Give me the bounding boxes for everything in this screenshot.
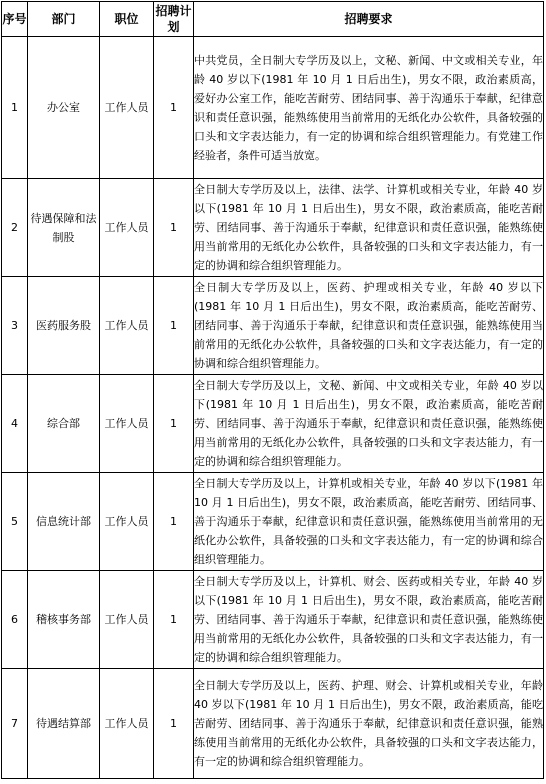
- table-row: [2, 179, 544, 277]
- row-no: 1: [2, 37, 28, 179]
- row-position: 工作人员: [100, 37, 154, 179]
- row-requirements: 全日制大专学历及以上，计算机、财会、医药或相关专业，年龄 40 岁以下(1981 年 10 月 1 日后出生)，男女不限，政治素质高，能吃苦耐劳、团结同事、善于沟通乐于奉献，纪律意识和责任意识强，能熟练使用当前常用的无纸化办公软件，具备较强的口头和文字表达能力，有一定的协调和综合组织管理能力。: [194, 571, 544, 669]
- row-dept: 综合部: [28, 375, 100, 473]
- row-no: 7: [2, 669, 28, 779]
- row-position: 工作人员: [100, 375, 154, 473]
- row-dept: 办公室: [28, 37, 100, 179]
- row-dept: 待遇结算部: [28, 669, 100, 779]
- row-requirements: 全日制大专学历及以上，法律、法学、计算机或相关专业，年龄 40 岁以下(1981 年 10 月 1 日后出生)，男女不限，政治素质高，能吃苦耐劳、团结同事、善于沟通乐于奉献，纪律意识和责任意识强，能熟练使用当前常用的无纸化办公软件，具备较强的口头和文字表达能力，有一定的协调和综合组织管理能力。: [194, 179, 544, 277]
- header-count: 招聘计划: [154, 2, 194, 37]
- row-count: 1: [154, 179, 194, 277]
- row-count: 1: [154, 669, 194, 779]
- row-requirements: 全日制大专学历及以上，医药、护理或相关专业，年龄 40 岁以下(1981 年 10 月 1 日后出生)，男女不限，政治素质高，能吃苦耐劳、团结同事、善于沟通乐于奉献，纪律意识和责任意识强，能熟练使用当前常用的无纸化办公软件，具备较强的口头和文字表达能力，有一定的协调和综合组织管理能力。: [194, 277, 544, 375]
- header-no: 序号: [2, 2, 28, 37]
- row-dept: 稽核事务部: [28, 571, 100, 669]
- row-no: 5: [2, 473, 28, 571]
- row-count: 1: [154, 571, 194, 669]
- row-dept: 信息统计部: [28, 473, 100, 571]
- row-dept: 待遇保障和法制股: [28, 179, 100, 277]
- row-requirements: 全日制大专学历及以上，医药、护理、财会、计算机或相关专业，年龄 40 岁以下(1981 年 10 月 1 日后出生)，男女不限，政治素质高，能吃苦耐劳、团结同事、善于沟通乐于奉献，纪律意识和责任意识强，能熟练使用当前常用的无纸化办公软件，具备较强的口头和文字表达能力，有一定的协调和综合组织管理能力。: [194, 669, 544, 779]
- row-no: 4: [2, 375, 28, 473]
- row-count: 1: [154, 473, 194, 571]
- row-requirements: 全日制大专学历及以上，计算机或相关专业，年龄 40 岁以下(1981 年 10 月 1 日后出生)，男女不限，政治素质高，能吃苦耐劳、团结同事、善于沟通乐于奉献，纪律意识和责任意识强，能熟练使用当前常用的无纸化办公软件，具备较强的口头和文字表达能力，有一定的协调和综合组织管理能力。: [194, 473, 544, 571]
- header-position: 职位: [100, 2, 154, 37]
- recruitment-table: [1, 1, 544, 779]
- row-requirements: 全日制大专学历及以上，文秘、新闻、中文或相关专业，年龄 40 岁以下(1981 年 10 月 1 日后出生)，男女不限，政治素质高，能吃苦耐劳、团结同事、善于沟通乐于奉献，纪律意识和责任意识强，能熟练使用当前常用的无纸化办公软件，具备较强的口头和文字表达能力，有一定的协调和综合组织管理能力。: [194, 375, 544, 473]
- table-row: [2, 37, 544, 179]
- row-requirements: 中共党员，全日制大专学历及以上，文秘、新闻、中文或相关专业，年龄 40 岁以下(1981 年 10 月 1 日后出生)，男女不限，政治素质高，爱好办公室工作，能吃苦耐劳、团结同事、善于沟通乐于奉献，纪律意识和责任意识强，能熟练使用当前常用的无纸化办公软件，具备较强的口头和文字表达能力，有一定的协调和综合组织管理能力。有党建工作经验者，条件可适当放宽。: [194, 37, 544, 179]
- row-no: 3: [2, 277, 28, 375]
- table-row: [2, 571, 544, 669]
- table-row: [2, 277, 544, 375]
- table-row: [2, 669, 544, 779]
- row-position: 工作人员: [100, 179, 154, 277]
- row-count: 1: [154, 375, 194, 473]
- row-position: 工作人员: [100, 277, 154, 375]
- row-count: 1: [154, 277, 194, 375]
- row-position: 工作人员: [100, 473, 154, 571]
- row-count: 1: [154, 37, 194, 179]
- header-requirements: 招聘要求: [194, 2, 544, 37]
- table-row: [2, 473, 544, 571]
- row-dept: 医药服务股: [28, 277, 100, 375]
- row-no: 2: [2, 179, 28, 277]
- header-dept: 部门: [28, 2, 100, 37]
- row-no: 6: [2, 571, 28, 669]
- header-row: [2, 2, 544, 37]
- table-row: [2, 375, 544, 473]
- row-position: 工作人员: [100, 571, 154, 669]
- row-position: 工作人员: [100, 669, 154, 779]
